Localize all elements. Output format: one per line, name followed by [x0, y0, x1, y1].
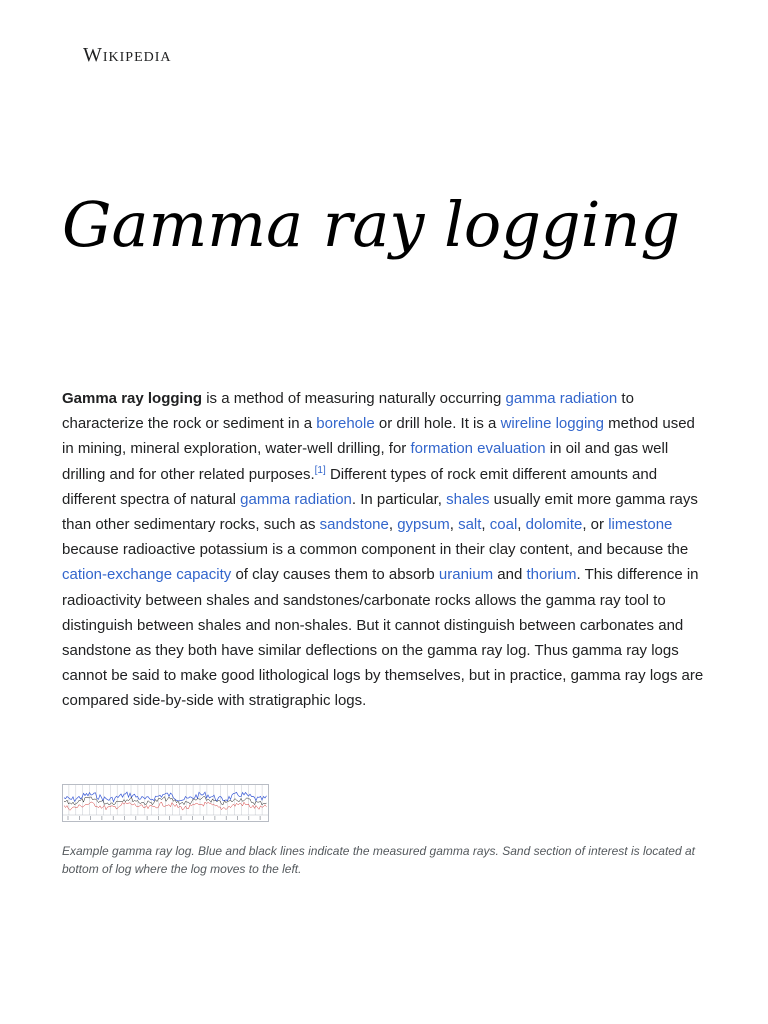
text-run: , — [481, 516, 490, 534]
wiki-link[interactable]: shales — [446, 490, 490, 508]
wiki-link[interactable]: thorium — [526, 566, 577, 584]
text-run: , — [449, 516, 459, 534]
wiki-link[interactable]: dolomite — [525, 516, 583, 534]
wiki-link[interactable]: uranium — [438, 566, 494, 584]
text-run: because radioactive potassium is a common component in their clay content, and because the — [62, 541, 689, 559]
wikipedia-wordmark[interactable]: Wikipedia — [83, 44, 172, 66]
wiki-link[interactable]: cation-exchange capacity — [62, 566, 232, 584]
wiki-link[interactable]: limestone — [608, 516, 673, 534]
text-run: . This difference in radioactivity between shales and sandstones/carbonate rocks allows the gamma ray tool to distinguish between shales and non-shales. But it cannot distinguish between carbonates and sandstone as they both have similar deflections on the gamma ray log. Thus gamma ray logs cannot be said to make good lithological logs by themselves, but in practice, gamma ray logs are compared side-by-side with stratigraphic logs. — [62, 566, 704, 710]
text-run: and — [493, 566, 527, 584]
gamma-ray-log-image — [62, 784, 269, 822]
lead-paragraph — [62, 386, 710, 714]
wiki-link[interactable]: gamma radiation — [505, 390, 618, 407]
text-run: or drill hole. It is a — [374, 415, 501, 433]
text-run: in oil and gas well drilling and for other related purposes. — [62, 440, 669, 483]
wiki-link[interactable]: wireline logging — [500, 415, 604, 433]
text-run: , or — [582, 516, 609, 534]
bold-term: Gamma ray logging — [62, 390, 203, 407]
wiki-link[interactable]: borehole — [316, 415, 375, 433]
wiki-link[interactable]: gypsum — [397, 516, 450, 534]
text-run: . In particular, — [351, 490, 447, 508]
text-run: of clay causes them to absorb — [231, 566, 439, 584]
wiki-link[interactable]: coal — [489, 516, 518, 534]
gamma-ray-log-figure[interactable] — [62, 784, 269, 822]
wiki-link[interactable]: formation evaluation — [410, 440, 546, 458]
wiki-link[interactable]: sandstone — [319, 516, 389, 534]
wiki-link[interactable]: salt — [458, 516, 482, 534]
text-run: Different types of rock emit different amounts and different spectra of natural — [62, 465, 658, 508]
page-title: Gamma ray logging — [62, 188, 681, 261]
text-run: to characterize the rock or sediment in a — [62, 390, 634, 433]
text-run: , — [517, 516, 526, 534]
text-run: method used in mining, mineral exploration, water-well drilling, for — [62, 415, 695, 458]
text-run: , — [388, 516, 398, 534]
text-run: usually emit more gamma rays than other sedimentary rocks, such as — [62, 490, 698, 534]
figure-caption: Example gamma ray log. Blue and black lines indicate the measured gamma rays. Sand section of interest is located at bottom of log where the log moves to the left. — [62, 844, 695, 876]
wiki-link[interactable]: gamma radiation — [240, 490, 352, 508]
text-run: is a method of measuring naturally occurring — [202, 390, 506, 407]
citation-sup — [315, 465, 326, 476]
citation-link[interactable]: [1] — [314, 464, 326, 476]
